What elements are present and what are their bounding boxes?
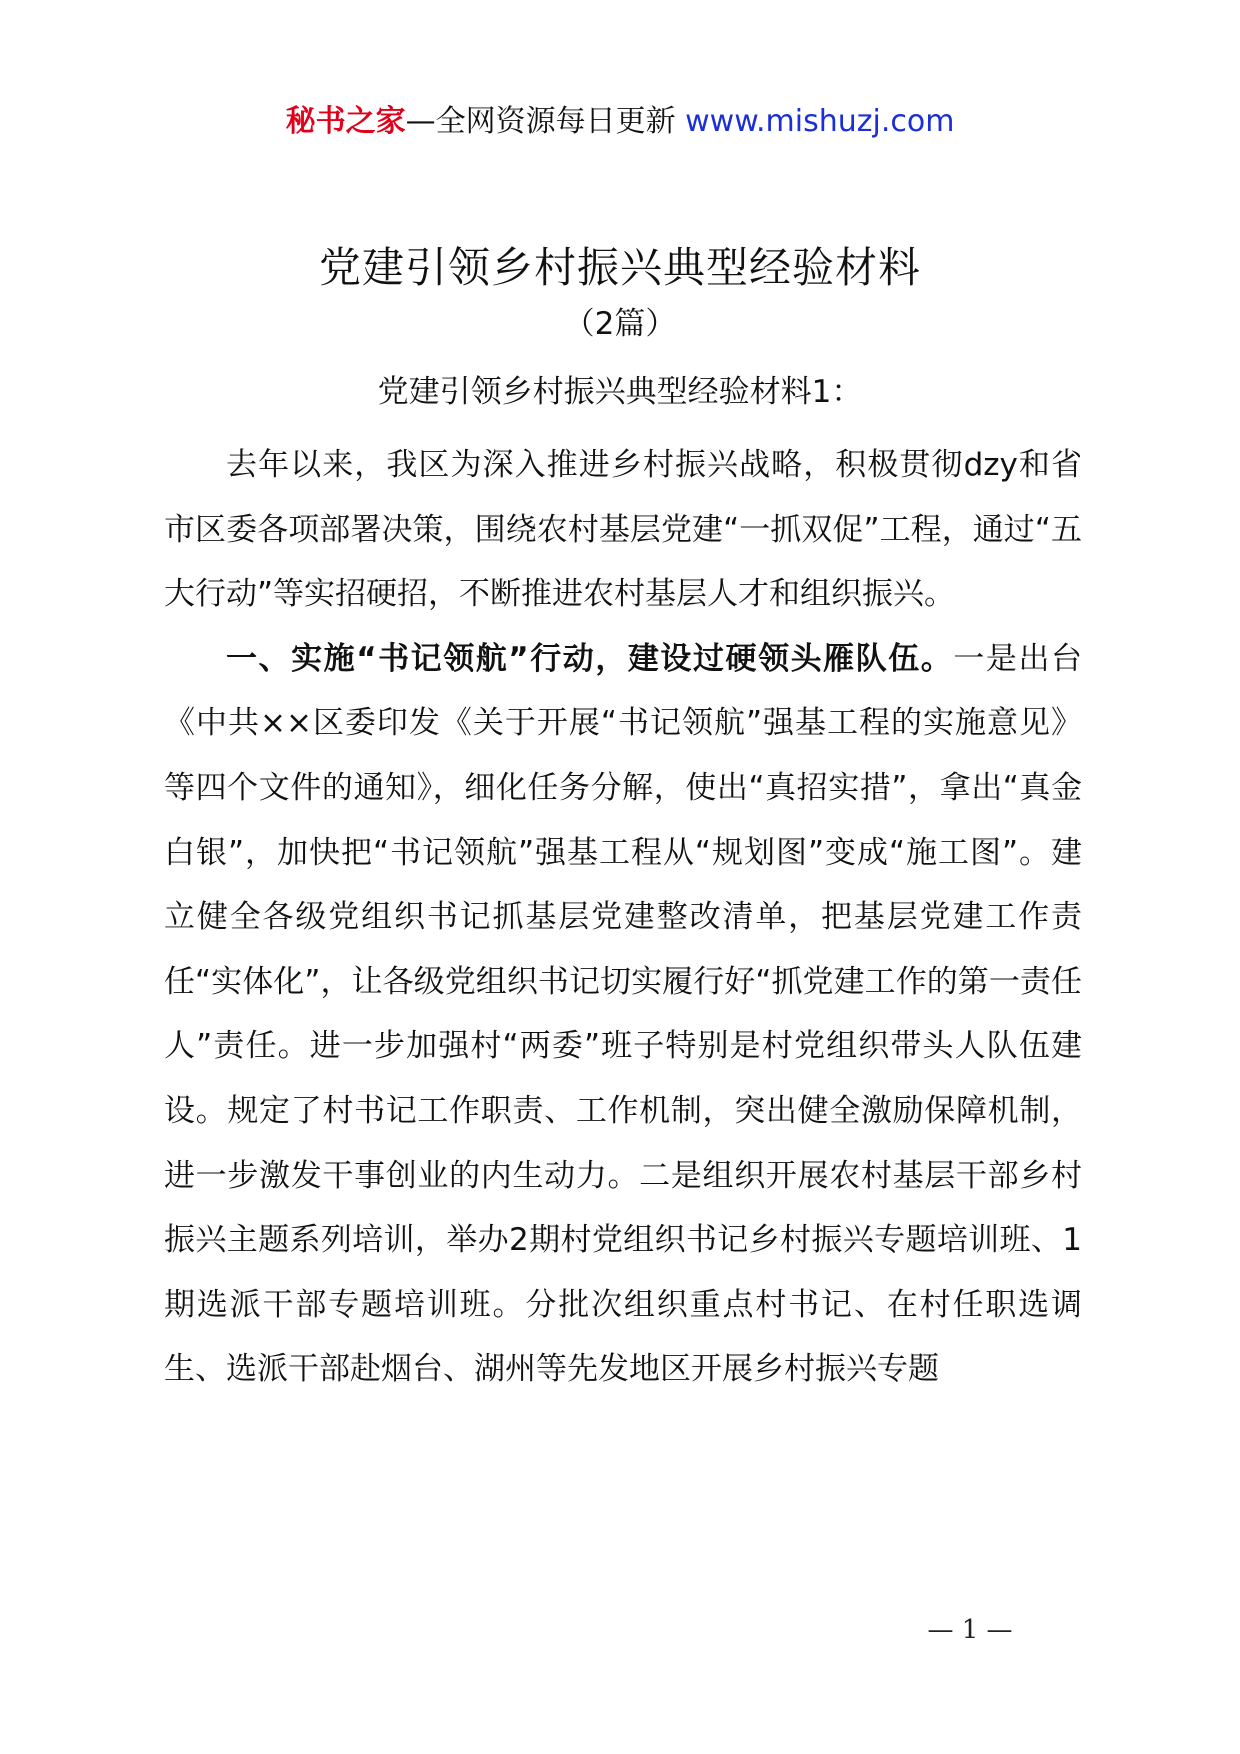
site-tagline: —全网资源每日更新 (405, 104, 686, 139)
point-one-paragraph (164, 627, 1082, 1402)
document-title: 党建引领乡村振兴典型经验材料 (318, 243, 921, 292)
section-heading: 党建引领乡村振兴典型经验材料1： (377, 374, 863, 410)
page-number: — 1 — (927, 1615, 1013, 1645)
intro-paragraph: 去年以来，我区为深入推进乡村振兴战略，积极贯彻dzy和省市区委各项部署决策，围绕农村基层党建“一抓双促”工程，通过“五大行动”等实招硬招，不断推进农村基层人才和组织振兴。 (164, 447, 1082, 613)
point-one-text: 一是出台《中共××区委印发《关于开展“书记领航”强基工程的实施意见》等四个文件的通知》，细化任务分解，使出“真招实措”，拿出“真金白银”，加快把“书记领航”强基工程从“规划图”变成“施工图”。建立健全各级党组织书记抓基层党建整改清单，把基层党建工作责任“实体化”，让各级党组织书记切实履行好“抓党建工作的第一责任人”责任。进一步加强村“两委”班子特别是村党组织带头人队伍建设。规定了村书记工作职责、工作机制，突出健全激励保障机制，进一步激发干事创业的内生动力。二是组织开展农村基层干部乡村振兴主题系列培训，举办2期村党组织书记乡村振兴专题培训班、1期选派干部专题培训班。分批次组织重点村书记、在村任职选调生、选派干部赴烟台、湖州等先发地区开展乡村振兴专题 (164, 640, 1083, 1388)
site-url-link[interactable]: www.mishuzj.com (685, 104, 955, 139)
site-brand: 秘书之家 (285, 104, 406, 139)
point-one-heading: 一、实施“书记领航”行动，建设过硬领头雁队伍。 (226, 640, 954, 677)
document-subtitle: （2篇） (563, 306, 677, 342)
document-body (164, 433, 1082, 1402)
site-header (0, 100, 1240, 144)
